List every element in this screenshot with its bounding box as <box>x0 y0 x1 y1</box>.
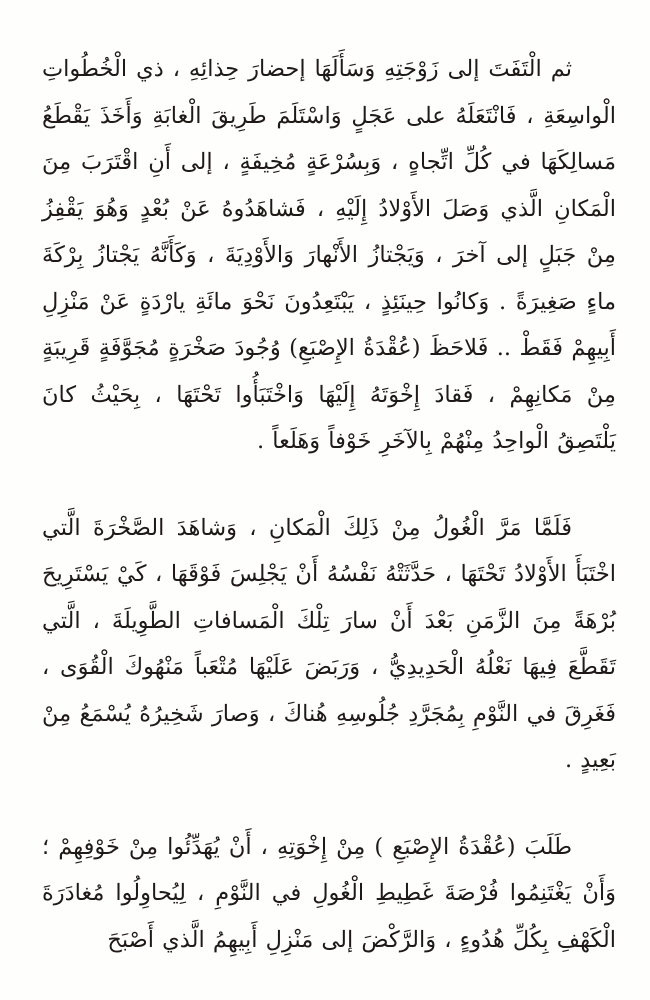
paragraph-escape-plan: طَلَبَ (عُقْدَةُ الإِصْبَعِ ) مِنْ إِخْوَتِهِ ، أَنْ يُهَدِّئُوا مِنْ خَوْفِهِمْ ؛ وَأَنْ يَغْتَنِمُوا فُرْصَةَ غَطِيطِ الْغُولِ في النَّوْمِ ، لِيُحاوِلُوا مُغادَرَةَ الْكَهْفِ بِكُلِّ هُدُوءٍ ، وَالرَّكْضَ إلى مَنْزِلِ أَبِيهِمُ الَّذي أَصْبَحَ <box>42 833 616 953</box>
paragraph-ogre-pursuit: ثم الْتَفَتَ إلى زَوْجَتِهِ وَسَأَلَهَا إحضارَ حِذائِهِ ، ذي الْخُطُواتِ الْواسِعَةِ ، فَانْتَعَلَهُ على عَجَلٍ وَاسْتَلَمَ طَرِيقَ الْغابَةِ وَأَخَذَ يَقْطَعُ مَسالِكَهَا في كُلِّ اتِّجاهٍ ، وَبِسُرْعَةٍ مُخِيفَةٍ ، إلى أَنِ اقْتَرَبَ مِنَ الْمَكانِ الَّذي وَصَلَ الأَوْلادُ إِلَيْهِ ، فَشاهَدُوهُ عَنْ بُعْدٍ وَهُوَ يَقْفِزُ مِنْ جَبَلٍ إلى آخرَ ، وَيَجْتازُ الأَنْهارَ وَالأَوْدِيَةَ ، وَكَأَنَّهُ يَجْتازُ بِرْكَةَ ماءٍ صَغِيرَةً . وَكانُوا حِينَئِذٍ ، يَبْتَعِدُونَ نَحْوَ مائَةِ يارْدَةٍ عَنْ مَنْزِلِ أَبِيهِمْ فَقَطْ .. فَلاحَظَ (عُقْدَةُ الإِصْبَعِ) وُجُودَ صَخْرَةٍ مُجَوَّفَةٍ قَرِيبَةٍ مِنْ مَكانِهِمْ ، فَقادَ إِخْوَتَهُ إِلَيْهَا وَاخْتَبَأُوا تَحْتَهَا ، بِحَيْثُ كانَ يَلْتَصِقُ الْواحِدُ مِنْهُمْ بِالآخَرِ خَوْفاً وَهَلَعاً . <box>42 56 616 454</box>
paragraph-ogre-sleeps: فَلَمَّا مَرَّ الْغُولُ مِنْ ذَلِكَ الْمَكانِ ، وَشاهَدَ الصَّخْرَةَ الَّتي اخْتَبَأَ الأَوْلادُ تَحْتَهَا ، حَدَّثَتْهُ نَفْسُهُ أَنْ يَجْلِسَ فَوْقَهَا ، كَيْ يَسْتَرِيحَ بُرْهَةً مِنَ الزَّمَنِ بَعْدَ أَنْ سارَ تِلْكَ الْمَسافاتِ الطَّوِيلَةَ ، الَّتي تَقَطَّعَ فِيهَا نَعْلُهُ الْحَدِيدِيُّ ، وَرَبَضَ عَلَيْهَا مُتْعَباً مَنْهُوكَ الْقُوَى ، فَغَرِقَ في النَّوْمِ بِمُجَرَّدِ جُلُوسِهِ هُناكَ ، وَصارَ شَخِيرُهُ يُسْمَعُ مِنْ بَعِيدٍ . <box>42 514 616 773</box>
